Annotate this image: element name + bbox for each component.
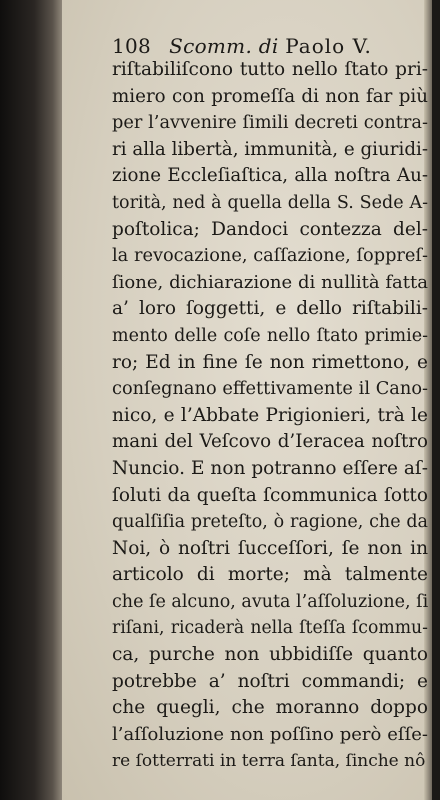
book-spine-shadow	[0, 0, 62, 800]
text-line: zione Eccleſiaſtica, alla noſtra Au-	[112, 165, 428, 187]
running-title-name: Paolo V.	[285, 34, 372, 58]
text-line: ri alla libertà, immunità, e giuridi-	[112, 138, 428, 160]
text-line: Noi, ò noſtri ſucceſſori, ſe non in	[112, 537, 428, 559]
text-line: re ſotterrati in terra ſanta, ſinche nô	[112, 751, 426, 772]
text-line: qualſiſia preteſto, ò ragione, che da	[112, 512, 428, 533]
text-line: per l’avvenire ſimili decreti contra-	[112, 113, 428, 134]
text-line: riſani, ricaderà nella ſteſſa ſcommu-	[112, 618, 428, 639]
text-line: la revocazione, caſſazione, ſoppreſ-	[112, 246, 428, 267]
text-line: che quegli, che moranno doppo	[112, 697, 428, 719]
text-line: potrebbe a’ noſtri commandi; e	[112, 670, 428, 692]
text-line: riſtabiliſcono tutto nello ſtato pri-	[112, 59, 428, 80]
text-line: ro; Ed in fine ſe non rimettono, e	[112, 351, 428, 373]
text-line: poſtolica; Dandoci contezza del-	[112, 218, 428, 240]
running-title: Scomm. di	[169, 34, 279, 58]
page-number: 108	[112, 34, 152, 58]
body-text	[112, 57, 428, 775]
text-line: ſione, dichiarazione di nullità fatta	[112, 271, 428, 293]
text-line: Nuncio. E non potranno eſſere aſ-	[112, 457, 428, 479]
text-line: ſoluti da queſta ſcommunica ſotto	[112, 484, 428, 506]
text-line: nico, e l’Abbate Prigionieri, trà le	[112, 404, 428, 426]
text-line: l’aſſoluzione non poſſino però eſſe-	[112, 723, 428, 745]
text-line: articolo di morte; mà talmente	[112, 564, 428, 586]
text-line: che ſe alcuno, avuta l’aſſoluzione, ſi	[112, 591, 428, 612]
text-line: mani del Veſcovo d’Ieracea noſtro	[112, 431, 428, 453]
text-line: a’ loro ſoggetti, e dello riſtabili-	[112, 298, 428, 320]
text-line: ca, purche non ubbidiſſe quanto	[112, 644, 428, 666]
text-line: miero con promeſſa di non far più	[112, 85, 428, 107]
text-line: conſegnano effettivamente il Cano-	[112, 379, 428, 400]
text-line: torità, ned à quella della S. Sede A-	[112, 192, 428, 213]
text-line: mento delle coſe nello ſtato primie-	[112, 325, 428, 346]
